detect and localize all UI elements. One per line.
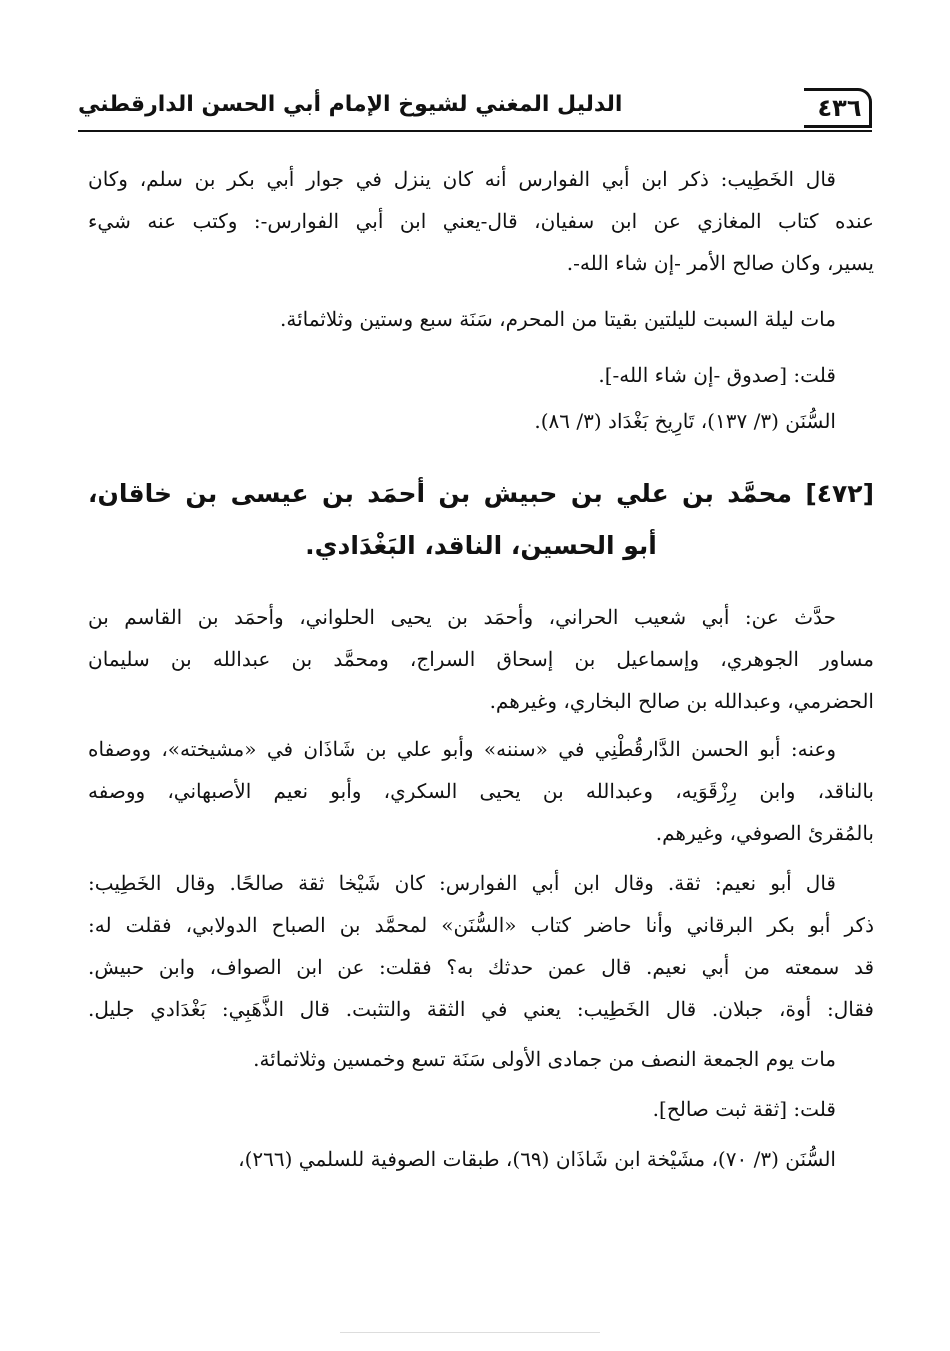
paragraph-students: [88, 728, 874, 854]
sources-2: السُّنَن (٣/ ٧٠)، مشَيْخة ابن شَاذَان (٦٩)، طبقات الصوفية للسلمي (٢٦٦)،: [238, 1147, 836, 1171]
text-line: فقال: أوة، جبلان. قال الخَطِيب: يعني في الثقة والتثبت. قال الذَّهَبِي: بَغْدَادي جليل.: [88, 997, 874, 1021]
header-rule: [78, 130, 872, 132]
text-line: بالمُقرئ الصوفي، وغيرهم.: [655, 821, 874, 845]
paragraph-teachers: [88, 596, 874, 722]
text-line: مساور الجوهري، وإسماعيل بن إسحاق السراج، ومحمَّد بن عبدالله بن سليمان: [88, 647, 874, 671]
page-header: [78, 88, 872, 140]
running-title: الدليل المغني لشيوخ الإمام أبي الحسن الدارقطني: [78, 92, 623, 117]
text-line: قال أبو نعيم: ثقة. وقال ابن أبي الفوارس: كان شَيْخا ثقة صالحًا. وقال الخَطِيب:: [88, 871, 836, 895]
entry-title-line-2: أبو الحسين، الناقد، البَغْدَادي.: [305, 531, 657, 560]
page-body: [88, 158, 874, 1180]
text-line: ذكر أبو بكر البرقاني وأنا حاضر كتاب «السُّنَن» لمحمَّد بن الصباح الدولابي، فقلت له:: [88, 913, 874, 937]
text-line: الحضرمي، وعبدالله بن صالح البخاري، وغيرهم.: [489, 689, 874, 713]
text-line: يسير، وكان صالح الأمر -إن شاء الله-.: [566, 251, 874, 275]
sources-1: السُّنَن (٣/ ١٣٧)، تَارِيخ بَغْدَاد (٣/ ٨٦).: [534, 409, 836, 433]
death-date-2: مات يوم الجمعة النصف من جمادى الأولى سَنَة تسع وخمسين وثلاثمائة.: [253, 1047, 836, 1071]
text-line: عنده كتاب المغازي عن ابن سفيان، قال-يعني ابن أبي الفوارس-: وكتب عنه شيء: [88, 209, 874, 233]
text-line: حدَّث عن: أبي شعيب الحراني، وأحمَد بن يحيى الحلواني، وأحمَد بن القاسم بن: [88, 605, 836, 629]
verdict-1: قلت: [صدوق -إن شاء الله-].: [598, 363, 836, 387]
scan-edge-line: [340, 1332, 600, 1333]
text-line: قال الخَطِيب: ذكر ابن أبي الفوارس أنه كان ينزل في جوار أبي بكر بن سلم، وكان: [88, 167, 836, 191]
death-date-1: مات ليلة السبت لليلتين بقيتا من المحرم، سَنَة سبع وستين وثلاثمائة.: [280, 307, 836, 331]
text-line: قد سمعته من أبي نعيم. قال عمن حدثك به؟ فقلت: عن ابن الصواف، وابن حبيش.: [88, 955, 874, 979]
paragraph-grading: [88, 862, 874, 1030]
verdict-2: قلت: [ثقة ثبت صالح].: [652, 1097, 836, 1121]
entry-title-line-1: [٤٧٢] محمَّد بن علي بن حبيش بن أحمَد بن عيسى بن خاقان،: [88, 479, 874, 508]
text-line: وعنه: أبو الحسن الدَّارقُطْنِي في «سننه» وأبو علي بن شَاذَان في «مشيخته»، ووصفاه: [88, 737, 836, 761]
entry-heading: [88, 468, 874, 572]
page-number: ٤٣٦: [817, 94, 862, 122]
text-line: بالناقد، وابن رِزْقَوَيه، وعبدالله بن يحيى السكري، وأبو نعيم الأصبهاني، ووصفه: [88, 779, 874, 803]
paragraph-khatib-note: [88, 158, 874, 284]
page-number-box: [804, 88, 872, 128]
